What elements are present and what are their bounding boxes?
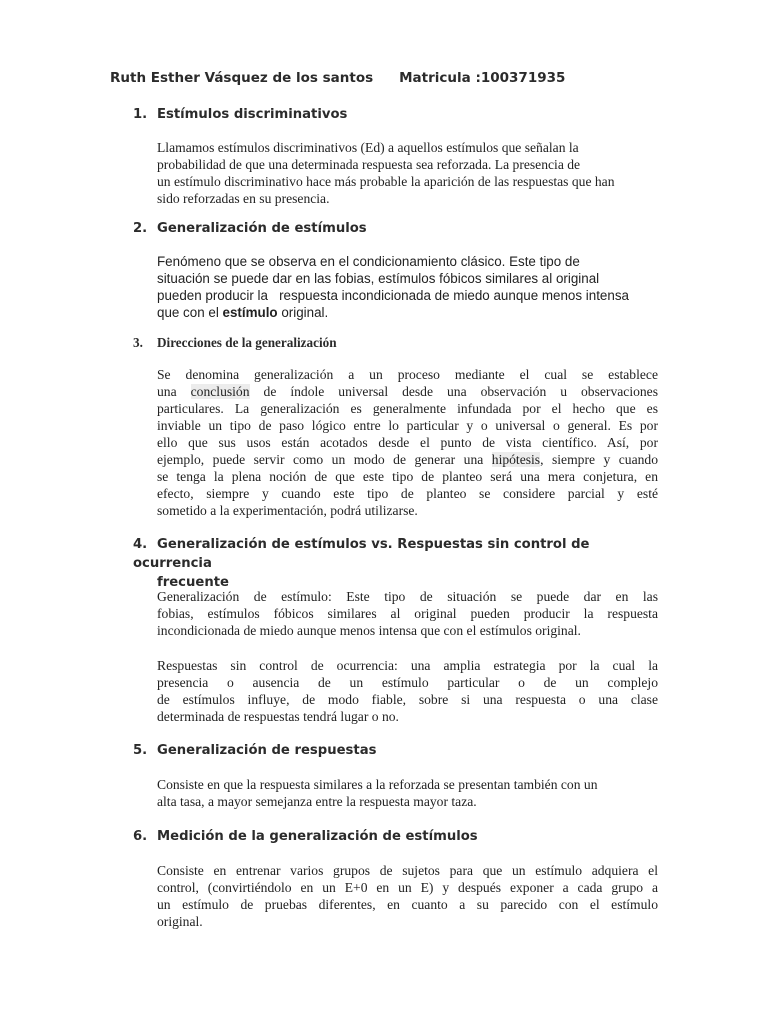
section-6-body: Consiste en entrenar varios grupos de sujetos para que un estímulo adquiera el control, (convirtiéndolo en un E+0 en un E) y después exponer a cada grupo a un estímulo de pruebas diferentes, en cuanto a su parecido con el estímulo original.: [157, 863, 658, 929]
section-4-heading: 4. Generalización de estímulos vs. Respuestas sin control de ocurrencia frecuente: [133, 537, 590, 590]
author-name: Ruth Esther Vásquez de los santos: [110, 70, 374, 86]
section-4-para-2: Respuestas sin control de ocurrencia: una amplia estrategia por la cual la presencia o ausencia de un estímulo particular o de un complejo de estímulos influye, de modo fiable, sobre si una respuesta o una clase determinada de respuestas tendrá lugar o no.: [157, 658, 658, 724]
section-1-heading: 1. Estímulos discriminativos: [133, 107, 348, 122]
section-2-body: Fenómeno que se observa en el condicionamiento clásico. Este tipo de situación se puede dar en las fobias, estímulos fóbicos similares al original pueden producir la respuesta incondicionada de miedo aunque menos intensa que con el estímulo original.: [157, 254, 629, 320]
bold-estimulo: estímulo: [222, 305, 278, 320]
link-conclusion[interactable]: conclusión: [190, 384, 250, 399]
section-4-para-1: Generalización de estímulo: Este tipo de situación se puede dar en las fobias, estímulos fóbicos similares al original pueden producir la respuesta incondicionada de miedo aunque menos intensa que con el estímulos original.: [157, 589, 658, 638]
document-header: [110, 70, 565, 86]
section-3-body: Se denomina generalización a un proceso mediante el cual se establece una conclusión de índole universal desde una observación u observaciones particulares. La generalización es generalmente infundada por el hecho que es inviable un tipo de paso lógico entre lo particular y o universal o general. Es por ello que sus usos están acotados desde el punto de vista científico. Así, por ejemplo, puede servir como un modo de generar una hipótesis, siempre y cuando se tenga la plena noción de que este tipo de planteo será una mera conjetura, en efecto, siempre y cuando este tipo de planteo se considere parcial y esté sometido a la experimentación, podrá utilizarse.: [157, 367, 659, 518]
section-1-body: Llamamos estímulos discriminativos (Ed) a aquellos estímulos que señalan la probabilidad de que una determinada respuesta sea reforzada. La presencia de un estímulo discriminativo hace más probable la aparición de las respuestas que han sido reforzadas en su presencia.: [157, 140, 615, 206]
section-5-heading: 5. Generalización de respuestas: [133, 743, 377, 758]
matricula: Matricula :100371935: [399, 70, 566, 86]
section-2-heading: 2. Generalización de estímulos: [133, 221, 367, 236]
section-6-heading: 6. Medición de la generalización de estímulos: [133, 829, 478, 844]
section-5-body: Consiste en que la respuesta similares a la reforzada se presentan también con un alta tasa, a mayor semejanza entre la respuesta mayor taza.: [157, 777, 598, 809]
link-hipotesis[interactable]: hipótesis: [491, 452, 541, 467]
section-3-heading: 3. Direcciones de la generalización: [133, 335, 337, 350]
